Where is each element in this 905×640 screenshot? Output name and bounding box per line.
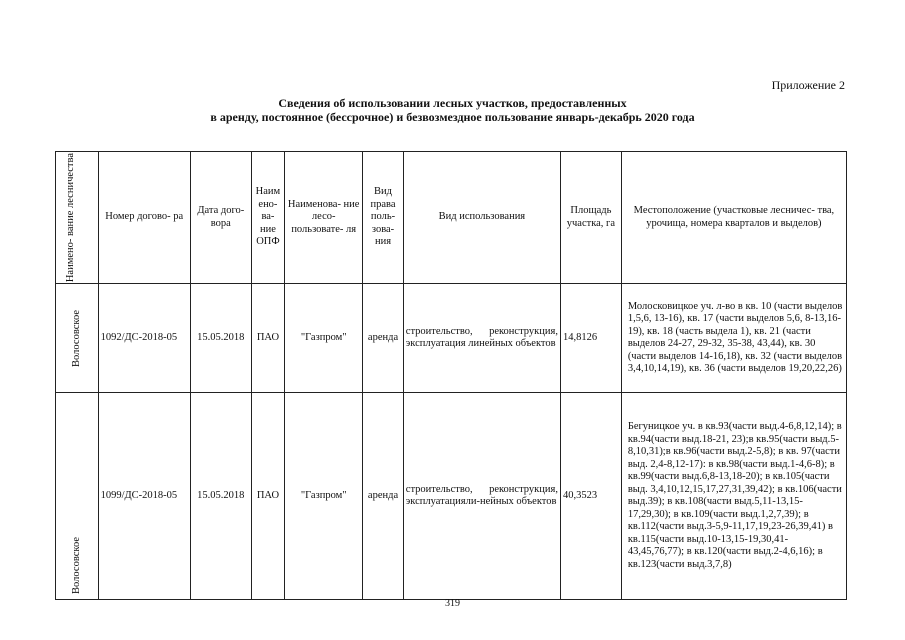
title-line-2: в аренду, постоянное (бессрочное) и безвозмездное пользование январь-декабрь 2020 года <box>210 110 695 124</box>
forest-usage-table <box>55 151 847 600</box>
document-title <box>0 96 905 124</box>
row2-contract-no: 1099/ДС-2018-05 <box>98 393 190 600</box>
header-area: Площадь участка, га <box>560 152 621 284</box>
row1-usage: строительство, реконструкция, эксплуатация линейных объектов <box>403 284 560 393</box>
row1-user: "Газпром" <box>285 284 363 393</box>
row1-forestry <box>56 284 99 393</box>
table-row <box>56 284 847 393</box>
appendix-label: Приложение 2 <box>771 78 845 92</box>
header-location: Местоположение (участковые лесничес- тва, урочища, номера кварталов и выделов) <box>621 152 846 284</box>
header-opf: Наим ено- ва- ние ОПФ <box>251 152 284 284</box>
row1-area: 14,8126 <box>560 284 621 393</box>
row2-forestry-label: Волосовское <box>70 537 82 595</box>
row1-forestry-label: Волосовское <box>70 309 82 367</box>
row1-contract-date: 15.05.2018 <box>190 284 251 393</box>
row2-right: аренда <box>363 393 404 600</box>
row1-right: аренда <box>363 284 404 393</box>
row2-contract-date: 15.05.2018 <box>190 393 251 600</box>
row1-contract-no: 1092/ДС-2018-05 <box>98 284 190 393</box>
header-forestry <box>56 152 99 284</box>
page-number: 319 <box>445 598 460 609</box>
header-contract-date: Дата дого- вора <box>190 152 251 284</box>
row1-location: Молосковицкое уч. л-во в кв. 10 (части выделов 1,5,6, 13-16), кв. 17 (части выделов 5,6, 8-13,16-19), кв. 18 (часть выдела 1), кв. 21 (части выделов 24-27, 29-32, 35-38, 43,44), кв. 30 (части выделов 14-16,18), кв. 32 (части выделов 3,4,10,14,19), кв. 36 (части выделов 19,20,22,26) <box>621 284 846 393</box>
header-contract-no: Номер догово- ра <box>98 152 190 284</box>
title-line-1: Сведения об использовании лесных участков, предоставленных <box>278 96 627 110</box>
row2-area: 40,3523 <box>560 393 621 600</box>
row2-opf: ПАО <box>251 393 284 600</box>
header-row <box>56 152 847 284</box>
header-user: Наименова- ние лесо- пользовате- ля <box>285 152 363 284</box>
row2-user: "Газпром" <box>285 393 363 600</box>
table-row <box>56 393 847 600</box>
header-right: Вид права поль- зова- ния <box>363 152 404 284</box>
header-usage: Вид использования <box>403 152 560 284</box>
header-forestry-label: Наимено- вание лесничества <box>64 153 76 283</box>
row1-opf: ПАО <box>251 284 284 393</box>
row2-location: Бегуницкое уч. в кв.93(части выд.4-6,8,12,14); в кв.94(части выд.18-21, 23);в кв.95(части выд.5-8,10,31);в кв.96(части выд.2-5,8); в кв. 97(части выд. 2,4-8,12-17): в кв.98(части выд.1-4,6-8); в кв.99(части выд.6,8-13,18-20); в кв.105(части выд. 3,4,10,12,15,17,27,31,39,42); в кв.106(части выд.39); в кв.108(части выд.5,11-13,15-17,29,30); в кв.109(части выд.1,2,7,39); в кв.112(части выд.3-5,9-11,17,19,23-26,39,41) в кв.115(части выд.10-13,15-19,30,41-43,45,76,77); в кв.120(части выд.2-4,6,16); в кв.123(части выд.3,7,8) <box>621 393 846 600</box>
row2-usage: строительство, реконструкция, эксплуатацияли-нейных объектов <box>403 393 560 600</box>
row2-forestry <box>56 393 99 600</box>
